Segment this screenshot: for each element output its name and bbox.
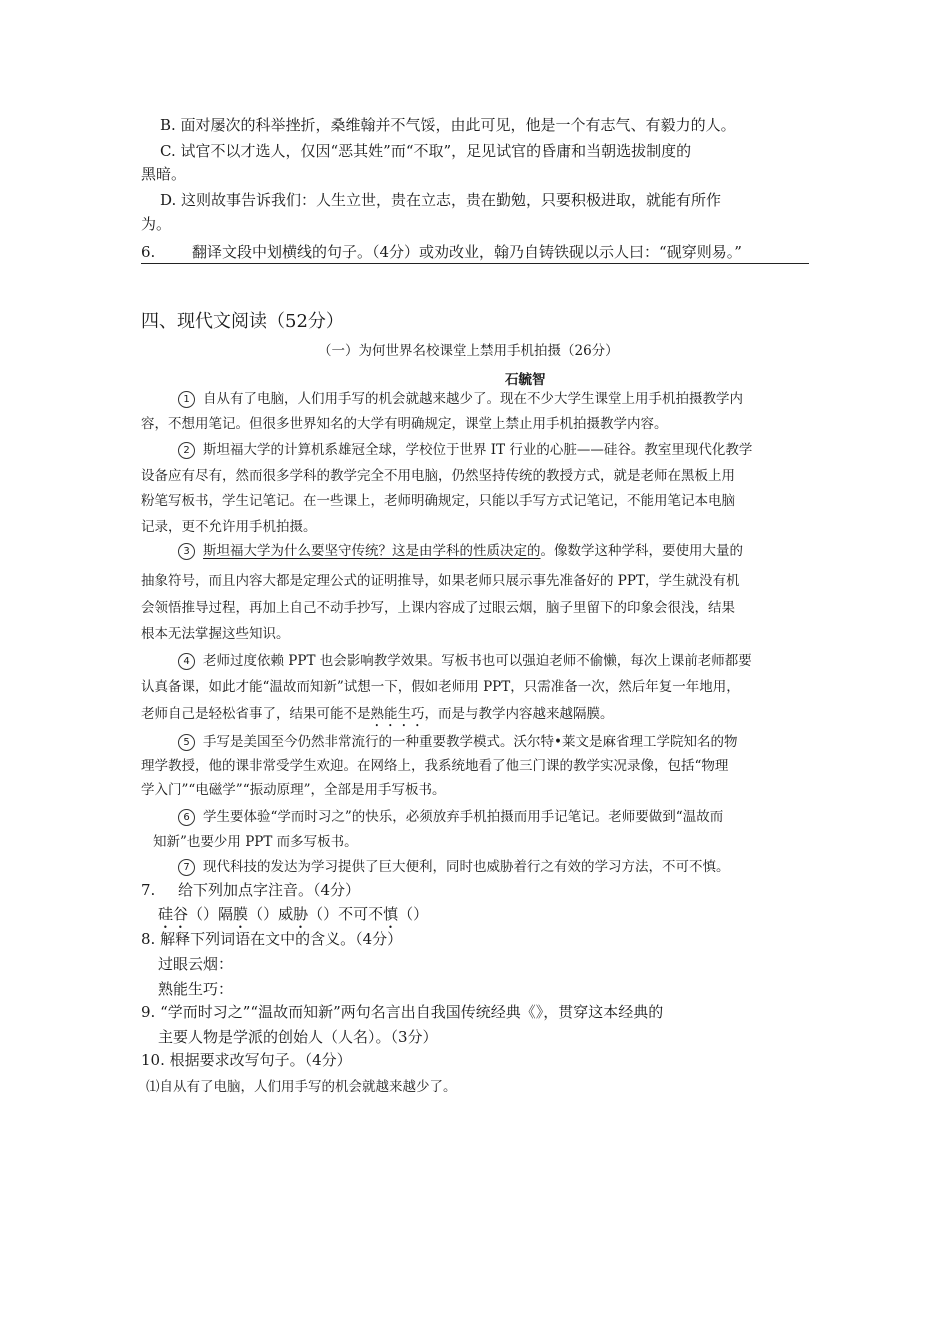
q10-sub-1: ⑴自从有了电脑，人们用手写的机会就越来越少了。 bbox=[146, 1079, 457, 1095]
paragraph-4-line3: 老师自己是轻松省事了，结果可能不是熟能生巧，而是与教学内容越来越隔膜。 bbox=[141, 706, 614, 722]
q7-number: 7. bbox=[141, 881, 156, 899]
q8-text: 8. 解释下列词语在文中的含义。（4分） bbox=[141, 930, 403, 948]
paragraph-number-7: 7 bbox=[178, 859, 195, 876]
paragraph-number-1: 1 bbox=[178, 391, 195, 408]
paragraph-5-line2: 理学教授，他的课非常受学生欢迎。在网络上，我系统地看了他三门课的教学实况录像，包括“物理 bbox=[141, 758, 729, 774]
paragraph-1-line2: 容，不想用笔记。但很多世界知名的大学有明确规定，课堂上禁止用手机拍摄教学内容。 bbox=[141, 416, 668, 432]
q10-text: 10. 根据要求改写句子。（4分） bbox=[141, 1051, 352, 1069]
paragraph-6-line1: 6 学生要体验“学而时习之”的快乐，必须放弃手机拍摄而用手记笔记。老师要做到“温故而 bbox=[178, 807, 723, 827]
paragraph-7-line1: 7 现代科技的发达为学习提供了巨大便利，同时也威胁着行之有效的学习方法，不可不慎。 bbox=[178, 857, 730, 877]
option-d-line2: 为。 bbox=[141, 215, 172, 233]
paragraph-2-line4: 记录，更不允许用手机拍摄。 bbox=[141, 519, 317, 535]
paragraph-3-line1: 3 斯坦福大学为什么要坚守传统？这是由学科的性质决定的。像数学这种学科，要使用大量的 bbox=[178, 541, 743, 561]
article-author: 石毓智 bbox=[505, 372, 546, 388]
q7-text: 给下列加点字注音。（4分） bbox=[178, 881, 361, 899]
q6-number: 6. bbox=[141, 243, 156, 261]
q6-underline bbox=[141, 263, 809, 264]
paragraph-number-6: 6 bbox=[178, 809, 195, 826]
option-d-line1: D. 这则故事告诉我们：人生立世，贵在立志，贵在勤勉，只要积极进取，就能有所作 bbox=[160, 191, 722, 209]
q9-line1: 9. “学而时习之”“温故而知新”两句名言出自我国传统经典《》，贯穿这本经典的 bbox=[141, 1003, 664, 1021]
section-heading: 四、现代文阅读（52分） bbox=[141, 311, 344, 332]
paragraph-number-4: 4 bbox=[178, 653, 195, 670]
paragraph-4-line1: 4 老师过度依赖 PPT 也会影响教学效果。写板书也可以强迫老师不偷懒，每次上课前老师都要 bbox=[178, 651, 752, 671]
paragraph-4-line2: 认真备课，如此才能“温故而知新”试想一下，假如老师用 PPT，只需准备一次，然后年复一年地用， bbox=[141, 679, 740, 695]
dotted-words: 熟能生巧 bbox=[370, 706, 425, 722]
underlined-sentence: 斯坦福大学为什么要坚守传统？这是由学科的性质决定的 bbox=[203, 543, 541, 559]
option-b: B. 面对屡次的科举挫折，桑维翰并不气馁，由此可见，他是一个有志气、有毅力的人。 bbox=[160, 116, 736, 134]
paragraph-2-line3: 粉笔写板书，学生记笔记。在一些课上，老师明确规定，只能以手写方式记笔记，不能用笔记本电脑 bbox=[141, 493, 735, 509]
option-c-line1: C. 试官不以才选人，仅因“恶其姓”而“不取”，足见试官的昏庸和当朝选拔制度的 bbox=[160, 142, 692, 160]
paragraph-2-line2: 设备应有尽有，然而很多学科的教学完全不用电脑，仍然坚持传统的教授方式，就是老师在黑板上用 bbox=[141, 468, 735, 484]
paragraph-number-3: 3 bbox=[178, 543, 195, 560]
q6-text: 翻译文段中划横线的句子。（4分）或劝改业，翰乃自铸铁砚以示人曰：“砚穿则易。” bbox=[192, 243, 742, 261]
paragraph-6-line2: 知新”也要少用 PPT 而多写板书。 bbox=[153, 834, 358, 850]
paragraph-3-line4: 根本无法掌握这些知识。 bbox=[141, 626, 290, 642]
paragraph-number-5: 5 bbox=[178, 734, 195, 751]
q7-words: 硅谷（）隔膜（）威胁（）不可不慎（） bbox=[158, 905, 429, 923]
q9-line2: 主要人物是学派的创始人（人名）。（3分） bbox=[158, 1028, 438, 1046]
option-c-line2: 黑暗。 bbox=[141, 165, 187, 183]
paragraph-5-line1: 5 手写是美国至今仍然非常流行的一种重要教学模式。沃尔特•莱文是麻省理工学院知名的物 bbox=[178, 732, 737, 752]
paragraph-2-line1: 2 斯坦福大学的计算机系雄冠全球，学校位于世界 IT 行业的心脏——硅谷。教室里现代化教学 bbox=[178, 440, 752, 460]
paragraph-number-2: 2 bbox=[178, 442, 195, 459]
paragraph-3-line2: 抽象符号，而且内容大都是定理公式的证明推导，如果老师只展示事先准备好的 PPT，学生就没有机 bbox=[141, 573, 740, 589]
q8-term-2: 熟能生巧： bbox=[158, 980, 234, 998]
paragraph-5-line3: 学入门”“电磁学”“振动原理”，全部是用手写板书。 bbox=[141, 782, 446, 798]
paragraph-3-line3: 会领悟推导过程，再加上自己不动手抄写，上课内容成了过眼云烟，脑子里留下的印象会很浅，结果 bbox=[141, 600, 735, 616]
q8-term-1: 过眼云烟： bbox=[158, 955, 234, 973]
article-subtitle: （一）为何世界名校课堂上禁用手机拍摄（26分） bbox=[318, 343, 619, 359]
paragraph-1-line1: 1 自从有了电脑，人们用手写的机会就越来越少了。现在不少大学生课堂上用手机拍摄教学内 bbox=[178, 389, 743, 409]
